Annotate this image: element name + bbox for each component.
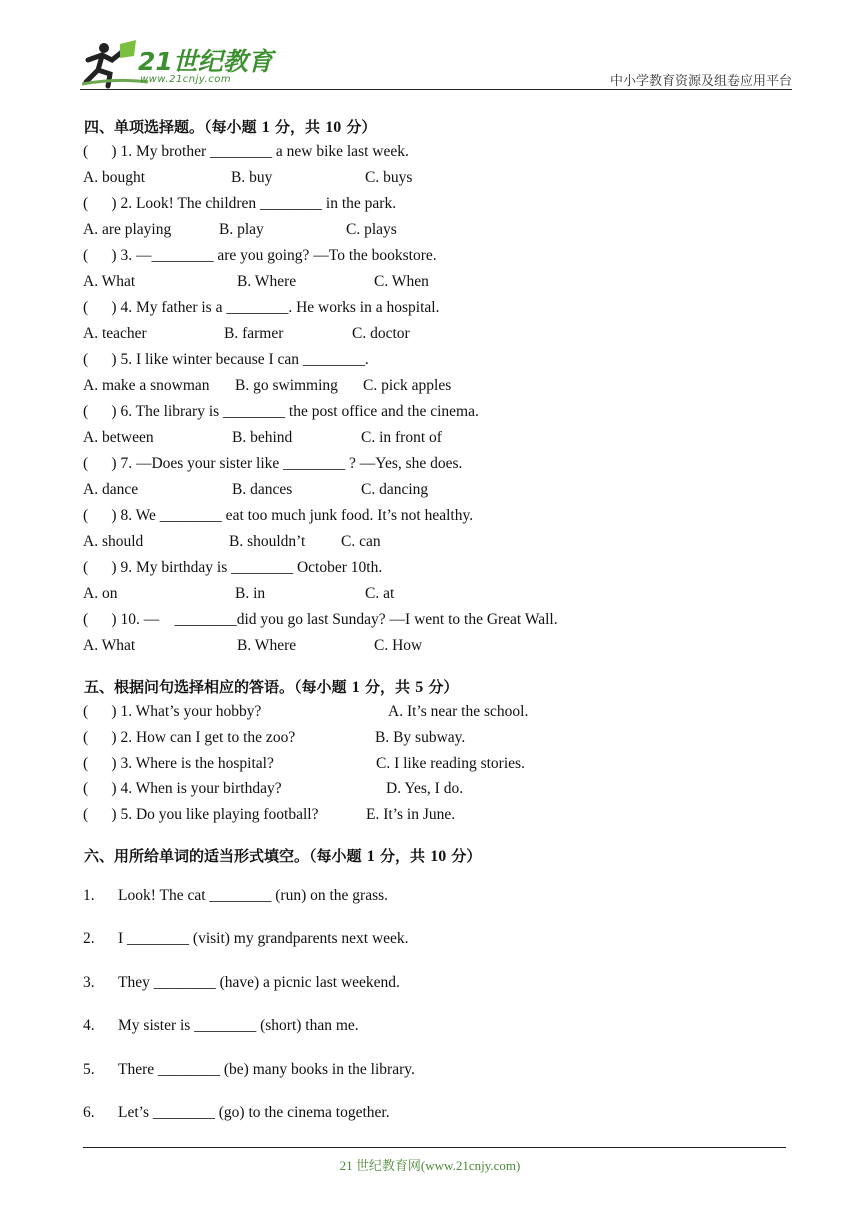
- fill-item-5-number: 5.: [83, 1061, 95, 1078]
- match-question-4: ( ) 4. When is your birthday?: [83, 780, 282, 797]
- platform-name: 中小学教育资源及组卷应用平台: [609, 74, 792, 89]
- fill-item-4-text: My sister is ________ (short) than me.: [118, 1017, 359, 1034]
- section4-title: [84, 116, 376, 137]
- q7-option-b: B. dances: [232, 481, 293, 498]
- q8-option-c: C. can: [341, 533, 381, 550]
- match-answer-e: E. It’s in June.: [366, 806, 456, 823]
- q10-option-b: B. Where: [237, 637, 297, 654]
- q1-option-a: A. bought: [83, 169, 145, 186]
- q2-option-b: B. play: [219, 221, 264, 238]
- question-9: ( ) 9. My birthday is ________ October 10th.: [83, 559, 383, 576]
- q3-option-c: C. When: [374, 273, 429, 290]
- match-question-3: ( ) 3. Where is the hospital?: [83, 755, 274, 772]
- section4-title-prefix: 四、单项选择题。（每小题: [84, 118, 262, 136]
- fill-item-5-text: There ________ (be) many books in the library.: [118, 1061, 415, 1078]
- fill-item-1-number: 1.: [83, 887, 95, 904]
- question-2: ( ) 2. Look! The children ________ in the park.: [83, 195, 397, 212]
- q3-option-a: A. What: [83, 273, 136, 290]
- section6-title-prefix: 六、用所给单词的适当形式填空。（每小题: [84, 847, 367, 865]
- section6-title-total: 10: [430, 848, 447, 865]
- section5-title: [84, 676, 458, 697]
- q6-option-b: B. behind: [232, 429, 293, 446]
- q2-option-a: A. are playing: [83, 221, 172, 238]
- q9-option-b: B. in: [235, 585, 266, 602]
- q10-option-c: C. How: [374, 637, 423, 654]
- fill-item-3-number: 3.: [83, 974, 95, 991]
- fill-item-3-text: They ________ (have) a picnic last weekend.: [118, 974, 400, 991]
- q9-option-c: C. at: [365, 585, 395, 602]
- section5-title-mid: 分，共: [359, 678, 416, 696]
- q7-option-c: C. dancing: [361, 481, 429, 498]
- fill-item-2-number: 2.: [83, 930, 95, 947]
- q5-option-c: C. pick apples: [363, 377, 452, 394]
- section5-title-suffix: 分）: [423, 678, 459, 696]
- section4-title-suffix: 分）: [341, 118, 377, 136]
- section5-title-points: 1: [351, 679, 360, 696]
- q3-option-b: B. Where: [237, 273, 297, 290]
- section4-title-points: 1: [261, 119, 270, 136]
- match-answer-d: D. Yes, I do.: [386, 780, 464, 797]
- match-question-5: ( ) 5. Do you like playing football?: [83, 806, 319, 823]
- q4-option-b: B. farmer: [224, 325, 284, 342]
- section6-title-suffix: 分）: [446, 847, 482, 865]
- question-10: ( ) 10. — ________did you go last Sunday? —I went to the Great Wall.: [83, 611, 558, 628]
- q9-option-a: A. on: [83, 585, 118, 602]
- logo-url: www.21cnjy.com: [140, 74, 232, 85]
- fill-item-2-text: I ________ (visit) my grandparents next week.: [118, 930, 409, 947]
- q1-option-c: C. buys: [365, 169, 413, 186]
- q7-option-a: A. dance: [83, 481, 139, 498]
- q4-option-a: A. teacher: [83, 325, 147, 342]
- section5-title-prefix: 五、根据问句选择相应的答语。（每小题: [84, 678, 352, 696]
- question-4: ( ) 4. My father is a ________. He works in a hospital.: [83, 299, 440, 316]
- section6-title: [84, 845, 481, 866]
- q6-option-a: A. between: [83, 429, 154, 446]
- section4-title-mid: 分，共: [269, 118, 326, 136]
- question-5: ( ) 5. I like winter because I can ________.: [83, 351, 369, 368]
- question-8: ( ) 8. We ________ eat too much junk food. It’s not healthy.: [83, 507, 474, 524]
- section4-title-total: 10: [325, 119, 342, 136]
- q5-option-a: A. make a snowman: [83, 377, 210, 394]
- question-1: ( ) 1. My brother ________ a new bike last week.: [83, 143, 409, 160]
- logo: [78, 38, 278, 90]
- q10-option-a: A. What: [83, 637, 136, 654]
- match-answer-a: A. It’s near the school.: [388, 703, 529, 720]
- match-question-2: ( ) 2. How can I get to the zoo?: [83, 729, 296, 746]
- fill-item-6-text: Let’s ________ (go) to the cinema together.: [118, 1104, 390, 1121]
- q8-option-a: A. should: [83, 533, 144, 550]
- q4-option-c: C. doctor: [352, 325, 410, 342]
- q6-option-c: C. in front of: [361, 429, 442, 446]
- section6-title-points: 1: [366, 848, 375, 865]
- section5-title-total: 5: [415, 679, 424, 696]
- fill-item-1-text: Look! The cat ________ (run) on the grass.: [118, 887, 389, 904]
- q2-option-c: C. plays: [346, 221, 397, 238]
- match-answer-b: B. By subway.: [375, 729, 466, 746]
- question-6: ( ) 6. The library is ________ the post office and the cinema.: [83, 403, 479, 420]
- footer-divider: [83, 1147, 786, 1148]
- fill-item-6-number: 6.: [83, 1104, 95, 1121]
- match-question-1: ( ) 1. What’s your hobby?: [83, 703, 262, 720]
- logo-text: 21世纪教育: [138, 47, 273, 76]
- header-divider: [80, 89, 792, 90]
- fill-item-4-number: 4.: [83, 1017, 95, 1034]
- question-7: ( ) 7. —Does your sister like ________ ? —Yes, she does.: [83, 455, 463, 472]
- q5-option-b: B. go swimming: [235, 377, 338, 394]
- section6-title-mid: 分，共: [374, 847, 431, 865]
- q8-option-b: B. shouldn’t: [229, 533, 306, 550]
- footer-link[interactable]: 21 世纪教育网(www.21cnjy.com): [339, 1158, 521, 1173]
- match-answer-c: C. I like reading stories.: [376, 755, 525, 772]
- q1-option-b: B. buy: [231, 169, 273, 186]
- question-3: ( ) 3. —________ are you going? —To the bookstore.: [83, 247, 437, 264]
